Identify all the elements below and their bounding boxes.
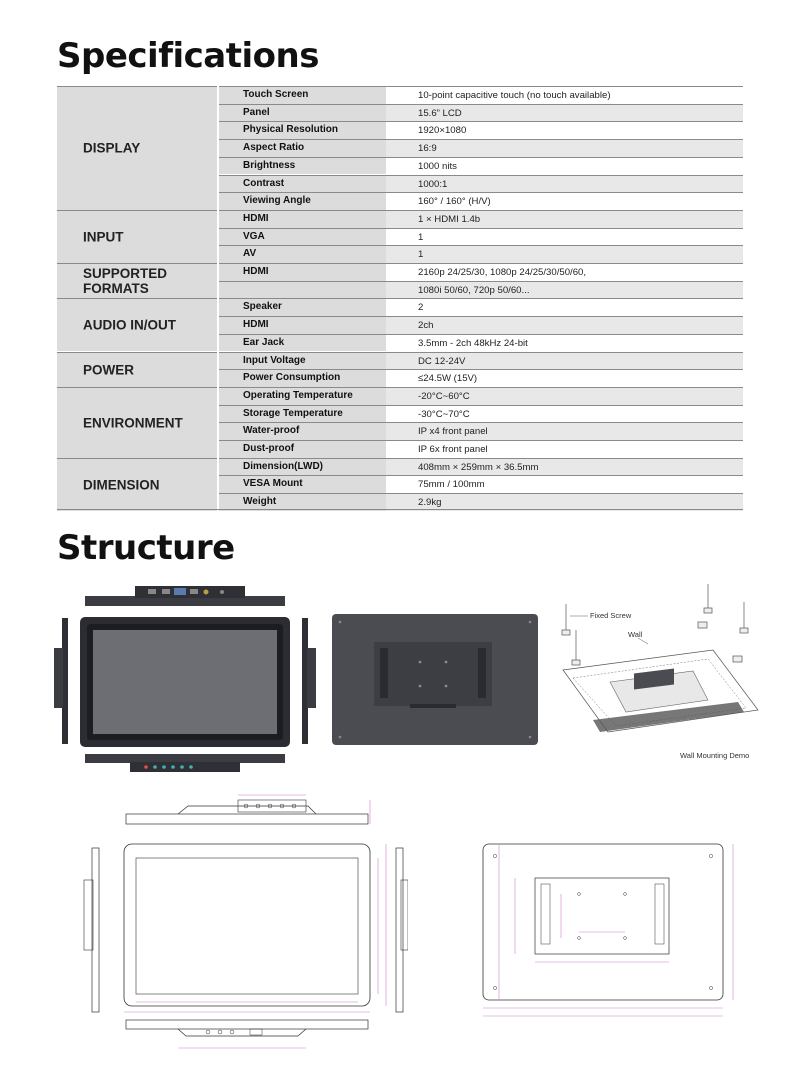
spec-key-cell (219, 406, 386, 423)
spec-row (219, 475, 743, 493)
spec-row (219, 104, 743, 122)
spec-key: Panel (243, 106, 270, 118)
section-label: SUPPORTED FORMATS (83, 266, 168, 297)
spec-value-cell (386, 476, 743, 493)
spec-key: Weight (243, 496, 277, 508)
section-label-cell (57, 387, 217, 458)
spec-section-audio-in-out (57, 298, 743, 351)
spec-section-supported-formats (57, 263, 743, 298)
spec-key-cell (219, 317, 386, 334)
spec-key-cell (219, 264, 386, 281)
spec-key-cell (219, 211, 386, 228)
spec-row (219, 139, 743, 157)
spec-row (219, 175, 743, 193)
right-profile (396, 848, 408, 1012)
spec-value-cell (386, 193, 743, 210)
fixed-screw-label: Fixed Screw (590, 611, 632, 620)
section-label-cell (57, 86, 217, 210)
spec-key: AV (243, 248, 257, 260)
spec-row (219, 316, 743, 334)
spec-value: 2.9kg (418, 497, 442, 509)
spec-value: IP 6x front panel (418, 443, 488, 455)
bottom-profile (126, 1020, 368, 1048)
spec-row (219, 387, 743, 405)
spec-value-cell (386, 441, 743, 458)
spec-value: 1000:1 (418, 178, 448, 190)
spec-row (219, 228, 743, 246)
spec-key: VGA (243, 230, 265, 242)
spec-row (219, 263, 743, 281)
spec-key-cell (219, 282, 386, 299)
front-dimension-drawing (78, 790, 408, 1060)
spec-key: Water-proof (243, 425, 300, 437)
specifications-heading: Specifications (57, 36, 319, 76)
spec-row (219, 369, 743, 387)
spec-key-cell (219, 299, 386, 316)
spec-key: Dust-proof (243, 442, 295, 454)
left-side-view (54, 618, 68, 744)
spec-section-environment (57, 387, 743, 458)
spec-value-cell (386, 246, 743, 263)
section-label: DIMENSION (83, 477, 160, 493)
spec-section-dimension (57, 458, 743, 511)
spec-row (219, 86, 743, 104)
spec-key: Storage Temperature (243, 407, 343, 419)
spec-section-power (57, 352, 743, 387)
spec-key: Operating Temperature (243, 389, 353, 401)
spec-key-cell (219, 122, 386, 139)
spec-value: 1 × HDMI 1.4b (418, 213, 481, 225)
spec-key: Contrast (243, 177, 285, 189)
bottom-edge-view (85, 754, 285, 772)
spec-key-cell (219, 335, 386, 352)
spec-key: Touch Screen (243, 89, 309, 100)
spec-key: HDMI (243, 212, 269, 224)
section-label: DISPLAY (83, 140, 141, 156)
spec-key-cell (219, 158, 386, 175)
section-label: AUDIO IN/OUT (83, 317, 176, 333)
section-label: ENVIRONMENT (83, 415, 183, 431)
spec-key-cell (219, 353, 386, 370)
section-label: INPUT (83, 229, 124, 245)
spec-key: Ear Jack (243, 336, 285, 348)
spec-value-cell (386, 158, 743, 175)
spec-value-cell (386, 317, 743, 334)
spec-value-cell (386, 335, 743, 352)
spec-value: 1080i 50/60, 720p 50/60... (418, 284, 530, 296)
spec-key: Power Consumption (243, 372, 341, 384)
section-label-cell (57, 352, 217, 387)
spec-row (219, 298, 743, 316)
section-label-cell (57, 263, 217, 298)
spec-row (219, 121, 743, 139)
spec-key-cell (219, 388, 386, 405)
spec-value: IP x4 front panel (418, 426, 488, 438)
spec-value-cell (386, 122, 743, 139)
spec-value-cell (386, 87, 743, 104)
spec-value: -20°C~60°C (418, 390, 470, 402)
spec-key: Dimension(LWD) (243, 460, 323, 472)
spec-value: 2 (418, 302, 424, 314)
spec-value-cell (386, 229, 743, 246)
spec-value: DC 12-24V (418, 355, 466, 367)
spec-value-cell (386, 299, 743, 316)
spec-value: 1920×1080 (418, 125, 467, 137)
spec-key: Brightness (243, 159, 296, 171)
top-edge-view (85, 586, 285, 606)
spec-key: HDMI (243, 319, 269, 331)
front-panel (80, 617, 290, 747)
spec-value-cell (386, 459, 743, 476)
wall-mounting-caption: Wall Mounting Demo (680, 751, 750, 760)
spec-key-cell (219, 176, 386, 193)
spec-value-cell (386, 105, 743, 122)
spec-key-cell (219, 140, 386, 157)
rear-dimension-drawing (475, 830, 745, 1030)
spec-key-cell (219, 423, 386, 440)
spec-value: 1 (418, 231, 424, 243)
spec-value: 15.6” LCD (418, 107, 462, 119)
spec-row (219, 245, 743, 263)
monitor-back (610, 669, 708, 712)
right-side-view (302, 618, 316, 744)
spec-key-cell (219, 105, 386, 122)
spec-key-cell (219, 87, 386, 104)
spec-value-cell (386, 423, 743, 440)
spec-key-cell (219, 370, 386, 387)
spec-value-cell (386, 176, 743, 193)
spec-key-cell (219, 193, 386, 210)
monitor-edge (593, 702, 744, 732)
section-label-cell (57, 458, 217, 511)
spec-section-display (57, 86, 743, 210)
spec-row (219, 422, 743, 440)
spec-key: Speaker (243, 301, 282, 313)
section-label: POWER (83, 362, 135, 378)
left-profile (84, 848, 99, 1012)
rear-view-drawing (330, 612, 540, 747)
spec-row (219, 352, 743, 370)
spec-row (219, 440, 743, 458)
front-outline (124, 844, 386, 1012)
spec-value: 3.5mm - 2ch 48kHz 24-bit (418, 337, 528, 349)
spec-key: HDMI (243, 266, 269, 277)
spec-row (219, 281, 743, 299)
spec-row (219, 210, 743, 228)
spec-value: 2ch (418, 320, 434, 332)
spec-value: 10-point capacitive touch (no touch available) (418, 90, 611, 101)
spec-value-cell (386, 353, 743, 370)
spec-key: Aspect Ratio (243, 142, 305, 154)
spec-value: ≤24.5W (15V) (418, 373, 478, 385)
spec-value: 1000 nits (418, 160, 457, 172)
structure-heading: Structure (57, 528, 235, 568)
spec-key-cell (219, 229, 386, 246)
spec-value-cell (386, 140, 743, 157)
spec-key-cell (219, 246, 386, 263)
wall-label: Wall (628, 630, 643, 639)
spec-value: 2160p 24/25/30, 1080p 24/25/30/50/60, (418, 267, 587, 278)
wall-mounting-demo (548, 582, 766, 762)
spec-row (219, 192, 743, 210)
spec-key: Input Voltage (243, 354, 306, 366)
spec-value: 16:9 (418, 143, 437, 155)
spec-value-cell (386, 282, 743, 299)
spec-value: 160° / 160° (H/V) (418, 196, 491, 208)
spec-value: 408mm × 259mm × 36.5mm (418, 461, 539, 473)
spec-value: -30°C~70°C (418, 408, 470, 420)
spec-key: VESA Mount (243, 478, 303, 490)
spec-value-cell (386, 388, 743, 405)
spec-value: 1 (418, 249, 424, 261)
spec-value: 75mm / 100mm (418, 479, 485, 491)
spec-row (219, 405, 743, 423)
section-label-cell (57, 298, 217, 351)
spec-row (219, 334, 743, 352)
spec-section-input (57, 210, 743, 263)
spec-value-cell (386, 370, 743, 387)
spec-value-cell (386, 264, 743, 281)
screws (562, 584, 748, 665)
spec-value-cell (386, 211, 743, 228)
spec-key-cell (219, 476, 386, 493)
spec-value-cell (386, 406, 743, 423)
top-profile (126, 795, 370, 824)
spec-key: Physical Resolution (243, 124, 339, 136)
spec-key: Viewing Angle (243, 195, 311, 207)
spec-key-cell (219, 459, 386, 476)
front-view-drawing (50, 582, 320, 777)
table-bottom-border (57, 509, 743, 510)
spec-row (219, 157, 743, 175)
spec-row (219, 458, 743, 476)
section-label-cell (57, 210, 217, 263)
spec-key-cell (219, 441, 386, 458)
